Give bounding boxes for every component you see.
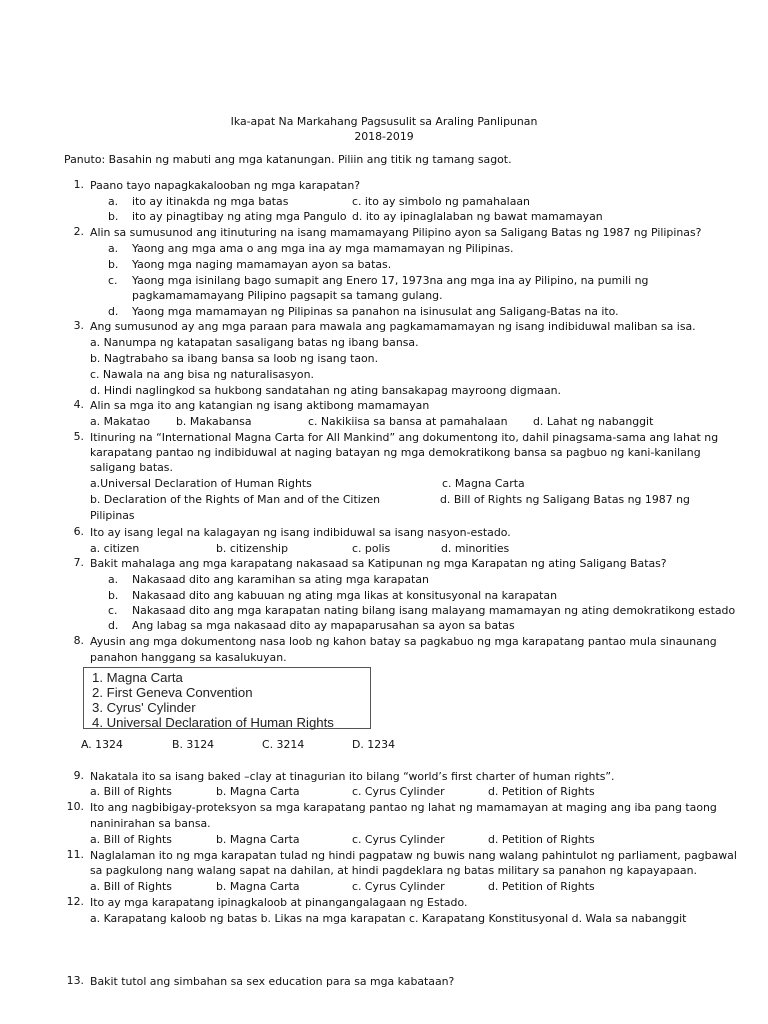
choice-a: a. Bill of Rights (90, 785, 172, 798)
choice-d: d. Petition of Rights (488, 880, 595, 893)
choice-a: Yaong ang mga ama o ang mga ina ay mga mamamayan ng Pilipinas. (132, 242, 514, 255)
choice-d: Ang labag sa mga nakasaad dito ay mapaparusahan sa ayon sa batas (132, 619, 515, 632)
document-list-box (83, 667, 371, 729)
choice-a: a. Bill of Rights (90, 833, 172, 846)
choice-c: c. Nawala na ang bisa ng naturalisasyon. (90, 368, 314, 381)
choice-a: a. Makatao (90, 415, 151, 428)
school-year: 2018-2019 (354, 130, 414, 143)
choice-d: d. Lahat ng nabanggit (533, 415, 654, 428)
question-text: Bakit mahalaga ang mga karapatang nakasaad sa Katipunan ng mga Karapatan ng ating Saligang Batas? (90, 557, 667, 570)
choice-d: d. ito ay ipinaglalaban ng bawat mamamayan (352, 210, 603, 223)
choice-b: B. 3124 (172, 738, 215, 751)
choice-letter: a. (108, 573, 119, 586)
choice-c: c. ito ay simbolo ng pamahalaan (352, 195, 530, 208)
choice-c-continued: pagkamamamayang Pilipino pagsapit sa tamang gulang. (132, 289, 443, 302)
question-number: 4. (73, 398, 84, 411)
choice-a: a. Nanumpa ng katapatan sasaligang batas ng ibang bansa. (90, 336, 419, 349)
instructions: Panuto: Basahin ng mabuti ang mga katanungan. Piliin ang titik ng tamang sagot. (64, 153, 512, 166)
choice-d: d. Petition of Rights (488, 833, 595, 846)
choice-c: Yaong mga isinilang bago sumapit ang Enero 17, 1973na ang mga ina ay Pilipino, na pumili ng (132, 274, 649, 287)
question-text: Ito ay isang legal na kalagayan ng isang indibiduwal sa isang nasyon-estado. (90, 526, 511, 539)
choice-a: ito ay itinakda ng mga batas (132, 195, 289, 208)
choice-c: c. Cyrus Cylinder (352, 833, 445, 846)
question-text: Ang sumusunod ay ang mga paraan para mawala ang pagkamamamayan ng isang indibiduwal maliban sa isa. (90, 320, 696, 333)
choice-b: Yaong mga naging mamamayan ayon sa batas. (132, 258, 392, 271)
choice-letter: b. (108, 210, 119, 223)
question-text: naninirahan sa bansa. (90, 817, 211, 830)
question-text: Ito ang nagbibigay-proteksyon sa mga karapatang pantao ng lahat ng mamamayan at maging ang iba pang taong (90, 801, 717, 814)
choice-b: b. Makabansa (176, 415, 252, 428)
question-text: Bakit tutol ang simbahan sa sex education para sa mga kabataan? (90, 975, 455, 988)
box-item: 2. First Geneva Convention (92, 685, 253, 700)
question-text: Alin sa mga ito ang katangian ng isang aktibong mamamayan (90, 399, 430, 412)
choice-letter: b. (108, 258, 119, 271)
choice-c: c. Cyrus Cylinder (352, 785, 445, 798)
choice-d: d. Petition of Rights (488, 785, 595, 798)
question-text: Nakatala ito sa isang baked –clay at tinagurian ito bilang “world’s first charter of human rights”. (90, 770, 615, 783)
choice-c: c. Nakikiisa sa bansa at pamahalaan (308, 415, 508, 428)
question-text: Itinuring na “International Magna Carta for All Mankind” ang dokumentong ito, dahil pinagsama-sama ang lahat ng (90, 431, 719, 444)
question-text: Naglalaman ito ng mga karapatan tulad ng hindi pagpataw ng buwis nang walang pahintulot ng parliament, pagbawal (90, 849, 737, 862)
question-number: 2. (73, 225, 84, 238)
question-text: Paano tayo napagkakalooban ng mga karapatan? (90, 179, 361, 192)
choice-b: b. Nagtrabaho sa ibang bansa sa loob ng isang taon. (90, 352, 379, 365)
choice-c: Nakasaad dito ang mga karapatan nating bilang isang malayang mamamayan ng ating demokratikong estado (132, 604, 736, 617)
choice-d: d. Hindi naglingkod sa hukbong sandatahan ng ating bansakapag mayroong digmaan. (90, 384, 562, 397)
choice-d-continued: Pilipinas (90, 509, 135, 522)
choice-b: Nakasaad dito ang kabuuan ng ating mga likas at konsitusyonal na karapatan (132, 589, 558, 602)
question-number: 11. (66, 848, 84, 861)
exam-title: Ika-apat Na Markahang Pagsusulit sa Araling Panlipunan (230, 115, 538, 128)
question-number: 7. (73, 556, 84, 569)
box-item: 3. Cyrus' Cylinder (92, 700, 196, 715)
question-text: Ayusin ang mga dokumentong nasa loob ng kahon batay sa pagkabuo ng mga karapatang pantao mula sinaunang (90, 635, 717, 648)
choice-letter: d. (108, 619, 119, 632)
question-number: 9. (73, 769, 84, 782)
choice-letter: a. (108, 242, 119, 255)
question-number: 3. (73, 319, 84, 332)
question-text: sa pagkulong nang walang sapat na dahilan, at hindi pagdeklara ng batas military sa panahon ng kapayapaan. (90, 864, 697, 877)
question-number: 5. (73, 430, 84, 443)
choice-letter: c. (108, 604, 118, 617)
choice-d: Yaong mga mamamayan ng Pilipinas sa panahon na isinusulat ang Saligang-Batas na ito. (132, 305, 619, 318)
question-number: 1. (73, 178, 84, 191)
choice-d: d. minorities (441, 542, 510, 555)
question-number: 10. (66, 800, 84, 813)
question-number: 6. (73, 525, 84, 538)
choice-a: a.Universal Declaration of Human Rights (90, 477, 312, 490)
choice-c: c. polis (352, 542, 391, 555)
choice-a: A. 1324 (81, 738, 123, 751)
choice-d: d. Bill of Rights ng Saligang Batas ng 1987 ng (440, 493, 690, 506)
choice-letter: c. (108, 274, 118, 287)
choice-letter: a. (108, 195, 119, 208)
question-text: Ito ay mga karapatang ipinagkaloob at pinangangalagaan ng Estado. (90, 896, 468, 909)
choice-a: a. Bill of Rights (90, 880, 172, 893)
choice-c: c. Magna Carta (442, 477, 525, 490)
question-text: saligang batas. (90, 461, 173, 474)
question-number: 12. (66, 895, 84, 908)
choice-a: a. citizen (90, 542, 140, 555)
choice-b: b. Magna Carta (216, 880, 300, 893)
box-item: 1. Magna Carta (92, 670, 183, 685)
choice-letter: d. (108, 305, 119, 318)
choice-c: C. 3214 (262, 738, 305, 751)
choice-b: b. Magna Carta (216, 785, 300, 798)
choice-c: c. Cyrus Cylinder (352, 880, 445, 893)
choice-b: b. Declaration of the Rights of Man and of the Citizen (90, 493, 381, 506)
question-text: panahon hanggang sa kasalukuyan. (90, 651, 287, 664)
box-item: 4. Universal Declaration of Human Rights (92, 715, 334, 730)
choice-b: ito ay pinagtibay ng ating mga Pangulo (132, 210, 347, 223)
question-text: Alin sa sumusunod ang itinuturing na isang mamamayang Pilipino ayon sa Saligang Batas ng 1987 ng Pilipinas? (90, 226, 702, 239)
question-number: 13. (66, 974, 84, 987)
choice-a: Nakasaad dito ang karamihan sa ating mga karapatan (132, 573, 429, 586)
choice-d: D. 1234 (352, 738, 396, 751)
choice-b: b. citizenship (216, 542, 288, 555)
choice-letter: b. (108, 589, 119, 602)
choices-line: a. Karapatang kaloob ng batas b. Likas na mga karapatan c. Karapatang Konstitusyonal d. Wala sa nabanggit (90, 912, 687, 925)
question-text: karapatang pantao ng indibiduwal at naging batayan ng mga demokratikong bansa sa pagbuo ng kani-kanilang (90, 446, 701, 459)
question-number: 8. (73, 634, 84, 647)
choice-b: b. Magna Carta (216, 833, 300, 846)
